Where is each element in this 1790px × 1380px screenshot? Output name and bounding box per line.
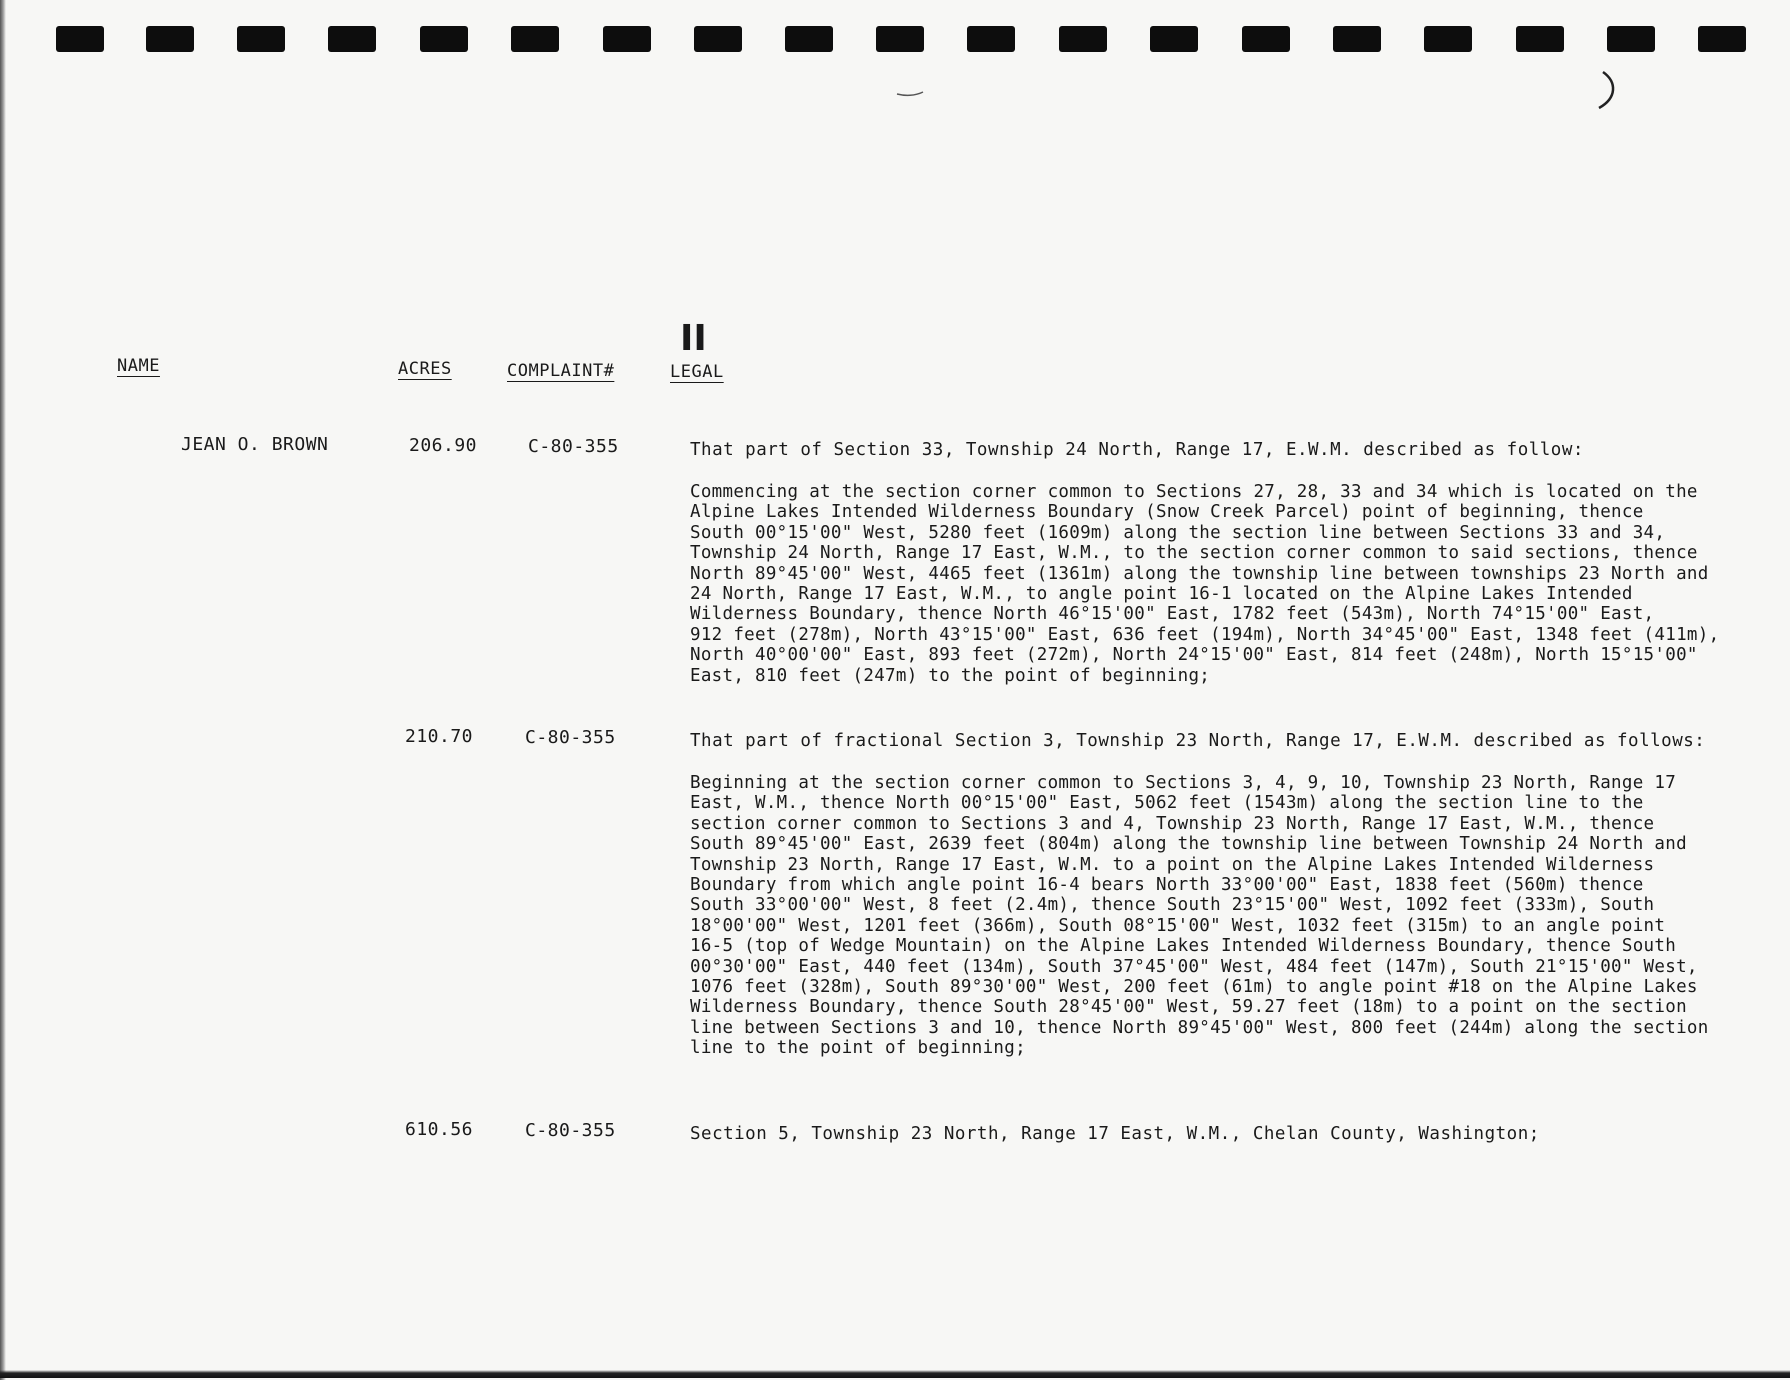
section-mark: II <box>680 318 707 359</box>
legal-line: 16-5 (top of Wedge Mountain) on the Alpine Lakes Intended Wilderness Boundary, thence South <box>690 936 1677 957</box>
header-name: NAME <box>117 356 160 376</box>
legal-line: East, W.M., thence North 00°15'00" East, 5062 feet (1543m) along the section line to the <box>690 793 1644 814</box>
legal-line: Wilderness Boundary, thence South 28°45'00" West, 59.27 feet (18m) to a point on the section <box>690 997 1687 1018</box>
legal-line: Boundary from which angle point 16-4 bears North 33°00'00" East, 1838 feet (560m) thence <box>690 875 1644 896</box>
legal-line: Township 23 North, Range 17 East, W.M. to a point on the Alpine Lakes Intended Wilderness <box>690 854 1655 875</box>
row-acres: 206.90 <box>409 435 478 456</box>
legal-line: 18°00'00" West, 1201 feet (366m), South 08°15'00" West, 1032 feet (315m) to an angle point <box>690 915 1666 936</box>
binding-hole <box>1333 26 1381 52</box>
row-complaint: C-80-355 <box>525 1120 616 1141</box>
binding-hole <box>1242 26 1290 52</box>
legal-line: line to the point of beginning; <box>690 1038 1026 1059</box>
binding-hole <box>967 26 1015 52</box>
row-legal-intro: That part of fractional Section 3, Township 23 North, Range 17, E.W.M. described as follows: <box>690 731 1706 751</box>
binding-holes <box>0 0 1790 60</box>
row-acres: 210.70 <box>405 726 474 747</box>
legal-line: Wilderness Boundary, thence North 46°15'00" East, 1782 feet (543m), North 74°15'00" East, <box>690 604 1655 625</box>
binding-hole <box>56 26 104 52</box>
binding-hole <box>1150 26 1198 52</box>
legal-line: East, 810 feet (247m) to the point of beginning; <box>690 665 1211 686</box>
legal-line: North 40°00'00" East, 893 feet (272m), North 24°15'00" East, 814 feet (248m), North 15°15'00" <box>690 645 1698 666</box>
binding-hole <box>785 26 833 52</box>
binding-hole <box>694 26 742 52</box>
row-name: JEAN O. BROWN <box>181 434 329 455</box>
row-legal-body <box>690 482 1780 686</box>
binding-hole <box>1059 26 1107 52</box>
binding-hole <box>603 26 651 52</box>
binding-hole <box>146 26 194 52</box>
row-legal-body <box>690 773 1780 1059</box>
binding-hole <box>237 26 285 52</box>
header-legal: LEGAL <box>670 362 724 382</box>
legal-line: 24 North, Range 17 East, W.M., to angle point 16-1 located on the Alpine Lakes Intended <box>690 584 1633 605</box>
binding-hole <box>1607 26 1655 52</box>
pen-mark <box>1595 68 1625 112</box>
binding-hole <box>876 26 924 52</box>
legal-line: Commencing at the section corner common to Sections 27, 28, 33 and 34 which is located on the <box>690 482 1698 502</box>
row-acres: 610.56 <box>405 1119 474 1140</box>
legal-line: line between Sections 3 and 10, thence North 89°45'00" West, 800 feet (244m) along the section <box>690 1017 1709 1038</box>
page-left-edge <box>0 0 6 1380</box>
row-complaint: C-80-355 <box>525 727 616 748</box>
header-complaint: COMPLAINT# <box>507 361 615 381</box>
header-acres: ACRES <box>398 359 452 379</box>
row-legal-intro: Section 5, Township 23 North, Range 17 East, W.M., Chelan County, Washington; <box>690 1124 1540 1144</box>
binding-hole <box>1698 26 1746 52</box>
legal-line: section corner common to Sections 3 and 4, Township 23 North, Range 17 East, W.M., thence <box>690 813 1655 834</box>
row-legal-intro: That part of Section 33, Township 24 North, Range 17, E.W.M. described as follow: <box>690 440 1584 460</box>
page-bottom-edge <box>0 1370 1790 1378</box>
legal-line: Township 24 North, Range 17 East, W.M., to the section corner common to said sections, thence <box>690 543 1698 564</box>
legal-line: Alpine Lakes Intended Wilderness Boundary (Snow Creek Parcel) point of beginning, thence <box>690 502 1644 523</box>
legal-line: South 00°15'00" West, 5280 feet (1609m) along the section line between Sections 33 and 34, <box>690 522 1666 543</box>
legal-line: South 89°45'00" East, 2639 feet (804m) along the township line between Township 24 North and <box>690 834 1687 855</box>
binding-hole <box>420 26 468 52</box>
binding-hole <box>511 26 559 52</box>
legal-line: 1076 feet (328m), South 89°30'00" West, 200 feet (61m) to angle point #18 on the Alpine Lakes <box>690 977 1698 998</box>
legal-line: North 89°45'00" West, 4465 feet (1361m) along the township line between townships 23 North and <box>690 563 1709 584</box>
legal-line: 912 feet (278m), North 43°15'00" East, 636 feet (194m), North 34°45'00" East, 1348 feet (411m), <box>690 624 1720 645</box>
binding-hole <box>328 26 376 52</box>
row-complaint: C-80-355 <box>528 436 619 457</box>
scan-speck <box>895 88 925 98</box>
legal-line: South 33°00'00" West, 8 feet (2.4m), thence South 23°15'00" West, 1092 feet (333m), South <box>690 895 1655 916</box>
legal-line: 00°30'00" East, 440 feet (134m), South 37°45'00" West, 484 feet (147m), South 21°15'00" West, <box>690 956 1698 977</box>
binding-hole <box>1424 26 1472 52</box>
legal-line: Beginning at the section corner common to Sections 3, 4, 9, 10, Township 23 North, Range 17 <box>690 773 1677 793</box>
binding-hole <box>1516 26 1564 52</box>
